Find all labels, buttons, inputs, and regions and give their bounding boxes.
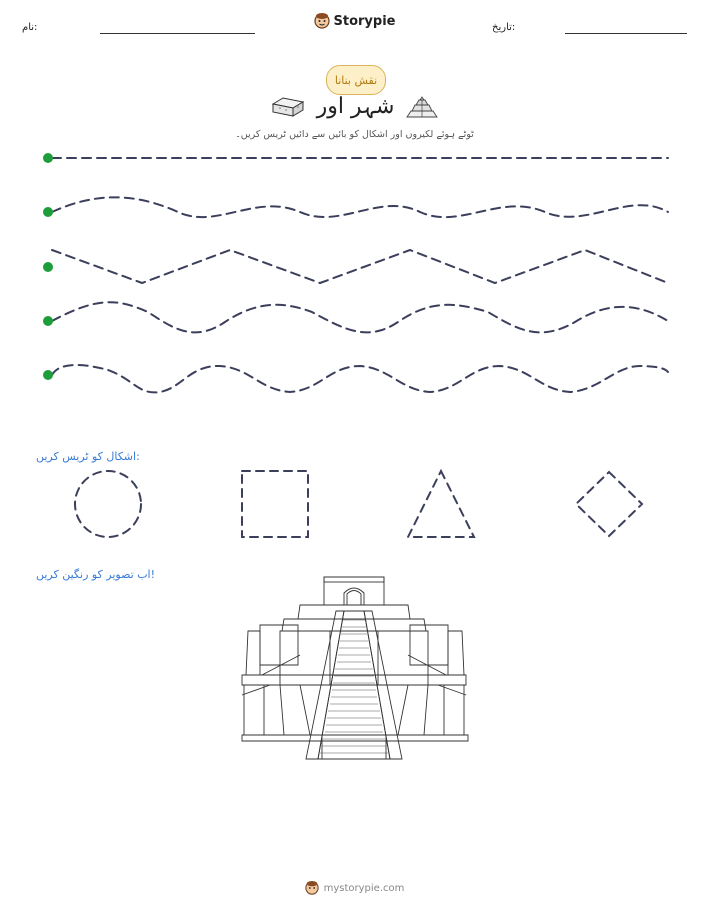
- trace-shape-diamond[interactable]: [576, 472, 642, 536]
- name-label: نام:: [22, 22, 38, 33]
- ziggurat-coloring-illustration[interactable]: [240, 575, 470, 765]
- start-dot: [43, 370, 53, 380]
- storypie-logo-icon: [305, 880, 319, 896]
- coloring-heading: اب تصویر کو رنگین کریں!: [36, 568, 156, 581]
- tracing-shapes-area: [0, 460, 709, 550]
- tracing-lines-area: [0, 0, 709, 420]
- trace-shape-square[interactable]: [242, 471, 308, 537]
- title-text: شہر اور: [316, 94, 395, 119]
- trace-line-zigzag[interactable]: [52, 250, 668, 283]
- footer-link[interactable]: mystorypie.com: [323, 882, 405, 894]
- date-label: تاریخ:: [492, 22, 516, 33]
- start-dot: [43, 153, 53, 163]
- brand-name: Storypie: [333, 13, 396, 29]
- trace-shape-triangle[interactable]: [408, 471, 474, 537]
- trace-line-wave-2[interactable]: [52, 302, 668, 332]
- shapes-heading: اشکال کو ٹریس کریں:: [36, 450, 140, 463]
- badge-label: نقش بنانا: [334, 73, 378, 87]
- start-dot: [43, 207, 53, 217]
- trace-line-bumps[interactable]: [52, 365, 668, 392]
- footer: [0, 880, 709, 896]
- start-dot: [43, 262, 53, 272]
- trace-line-wave[interactable]: [52, 197, 668, 217]
- instructions: ٹوٹے ہوئے لکیروں اور اشکال کو بائیں سے دائیں ٹریس کریں۔: [235, 129, 474, 140]
- trace-shape-circle[interactable]: [75, 471, 141, 537]
- start-dot: [43, 316, 53, 326]
